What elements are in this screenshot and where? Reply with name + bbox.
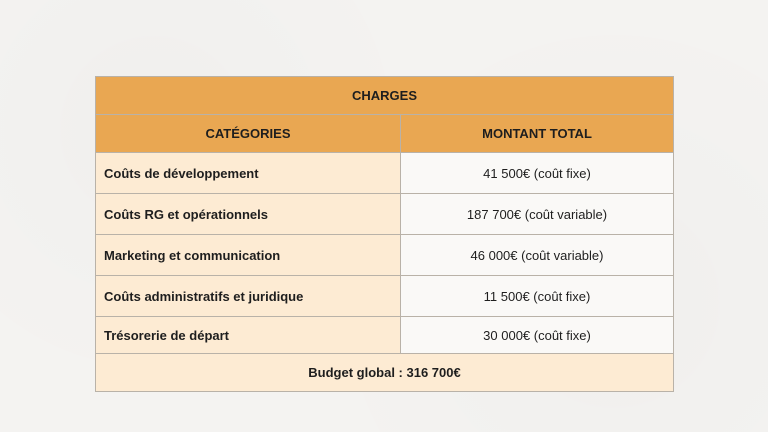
category-cell: Coûts administratifs et juridique	[96, 276, 401, 317]
total-row	[96, 354, 674, 392]
table-row	[96, 194, 674, 235]
category-cell: Marketing et communication	[96, 235, 401, 276]
total-budget: Budget global : 316 700€	[96, 354, 674, 392]
column-header-row	[96, 115, 674, 153]
category-cell: Trésorerie de départ	[96, 317, 401, 354]
table-row	[96, 317, 674, 354]
table-row	[96, 235, 674, 276]
column-header-category: CATÉGORIES	[96, 115, 401, 153]
charges-table	[95, 76, 674, 392]
amount-cell: 46 000€ (coût variable)	[401, 235, 674, 276]
table-row	[96, 276, 674, 317]
amount-cell: 30 000€ (coût fixe)	[401, 317, 674, 354]
category-cell: Coûts de développement	[96, 153, 401, 194]
category-cell: Coûts RG et opérationnels	[96, 194, 401, 235]
column-header-amount: MONTANT TOTAL	[401, 115, 674, 153]
amount-cell: 11 500€ (coût fixe)	[401, 276, 674, 317]
amount-cell: 41 500€ (coût fixe)	[401, 153, 674, 194]
table-title-row	[96, 77, 674, 115]
table-row	[96, 153, 674, 194]
amount-cell: 187 700€ (coût variable)	[401, 194, 674, 235]
table-title: CHARGES	[96, 77, 674, 115]
